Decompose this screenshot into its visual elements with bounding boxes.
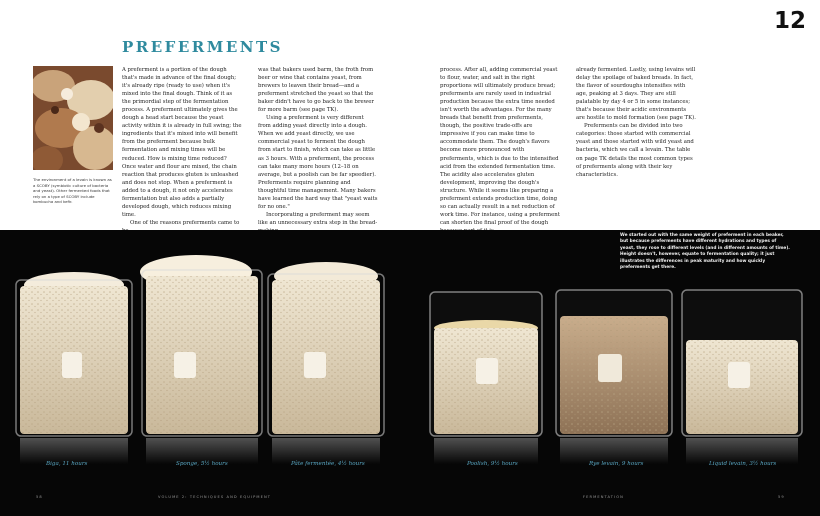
paragraph: Preferments can be divided into two categories: those started with commercial yeast and those started with wild yeast and bacteria, which we call a levain. The table on page TK details the most common types of preferments along with their key characteristics. (576, 123, 694, 178)
beaker-rye-levain (556, 290, 672, 464)
paragraph: A preferment is a portion of the dough that's made in advance of the final dough; it's already ripe (ready to use) when it's mixed into the final dough. Think of it as the primordial step of the fermentation process. A preferment ultimately gives the dough a head start because the yeast activity within it is already in full swing; the ingredients that it's mixed into will benefit from the preferment because bulk fermentation and mixing times will be reduced. How is mixing time reduced? Once water and flour are mixed, the chain reaction that produces gluten is unleashed and does not stop. When a preferment is added to a dough, it not only accelerates fermentation but also adds a partially developed dough, which reduces mixing time. (122, 67, 242, 218)
running-head-right: FERMENTATION (583, 495, 624, 499)
beaker-label: Poolish, 9½ hours (467, 461, 518, 467)
paragraph: was that bakers used barm, the froth from beer or wine that contains yeast, from brewers to leaven their bread—and a preferment stretched the yeast so that the baker didn't have to go back to the brewer for more barm (see page TK). (258, 67, 374, 114)
paragraph: process. After all, adding commercial yeast to flour, water, and salt in the right proportions will ultimately produce bread; preferments are rarely used in industrial production because the extra time needed isn't worth the advantages. For the many breads that benefit from preferments, though, the positive trade-offs are impressive if you can make time to accommodate them. The dough's flavors become more pronounced with preferments, which is due to the intensified acid from the extended fermentation time. The acidity also accelerates gluten development, improving the dough's structure. While it seems like preparing a preferment extends production time, doing so can actually result in a net reduction of work time. For instance, using a preferment can shorten the final proof of the dough (440, 67, 560, 226)
beaker-poolish (430, 292, 542, 464)
beaker-label: Biga, 11 hours (46, 461, 88, 467)
beaker-label: Sponge, 5½ hours (176, 461, 228, 467)
page-number-right: 59 (778, 495, 785, 499)
paragraph: Incorporating a preferment may seem like an unnecessary extra step in the bread- (258, 211, 378, 226)
body-column-1 (122, 66, 242, 235)
page-title: PREFERMENTS (122, 38, 283, 56)
beaker-sponge (140, 255, 262, 464)
body-column-4 (576, 66, 696, 179)
running-head-left: VOLUME 2: TECHNIQUES AND EQUIPMENT (158, 495, 272, 499)
chapter-number: 12 (773, 8, 806, 34)
levain-photo-image (33, 66, 113, 170)
beaker-label: Pâte fermentée, 4½ hours (291, 461, 365, 467)
paragraph: already fermented. Lastly, using levains will delay the spoilage of baked breads. In fact, the flavor of sourdoughs intensifies with age, peaking at 3 days. They are still palatable by day 4 or 5 in some instances; that's because their acidic environments are hostile to mold formation (see page TK). (576, 67, 696, 122)
beaker-photo (0, 230, 820, 516)
beaker-label: Rye levain, 9 hours (589, 461, 644, 467)
beaker-photo-scene (0, 230, 820, 516)
paragraph: Using a preferment is very different from adding yeast directly into a dough. When we add yeast directly, we use commercial yeast to ferment the dough from start to finish, which can take as little as 3 hours. With a preferment, the process can take many more hours (12–18 on average, but a poolish can be far speedier). Preferments require planning and thoughtful time management. Many bakers have learned the hard way that "yeast waits for no one." (258, 115, 378, 210)
beaker-biga (16, 272, 132, 464)
beaker-label: Liquid levain, 3½ hours (709, 461, 777, 467)
body-column-2 (258, 66, 378, 235)
photo-note: We started out with the same weight of preferment in each beaker, but because preferments have different hydrations and types of yeast, they rose to different levels (and in different amounts of time). Height doesn't, however, equate to fermentation quality; it just illustrates the differences in peak maturity and how quickly preferments get there. (620, 233, 790, 271)
levain-photo (33, 66, 113, 170)
body-column-3 (440, 66, 560, 235)
paragraph: One of the reasons preferments came to (130, 219, 240, 226)
page-number-left: 58 (36, 495, 43, 499)
photo-caption: The environment of a levain is known as a SCOBY (symbiotic culture of bacteria and yeast). Other fermented foods that rely on a type of SCOBY include kombucha and kefir. (33, 177, 112, 204)
beaker-liquid-levain (682, 290, 802, 464)
beaker-pate-fermentee (268, 262, 384, 464)
